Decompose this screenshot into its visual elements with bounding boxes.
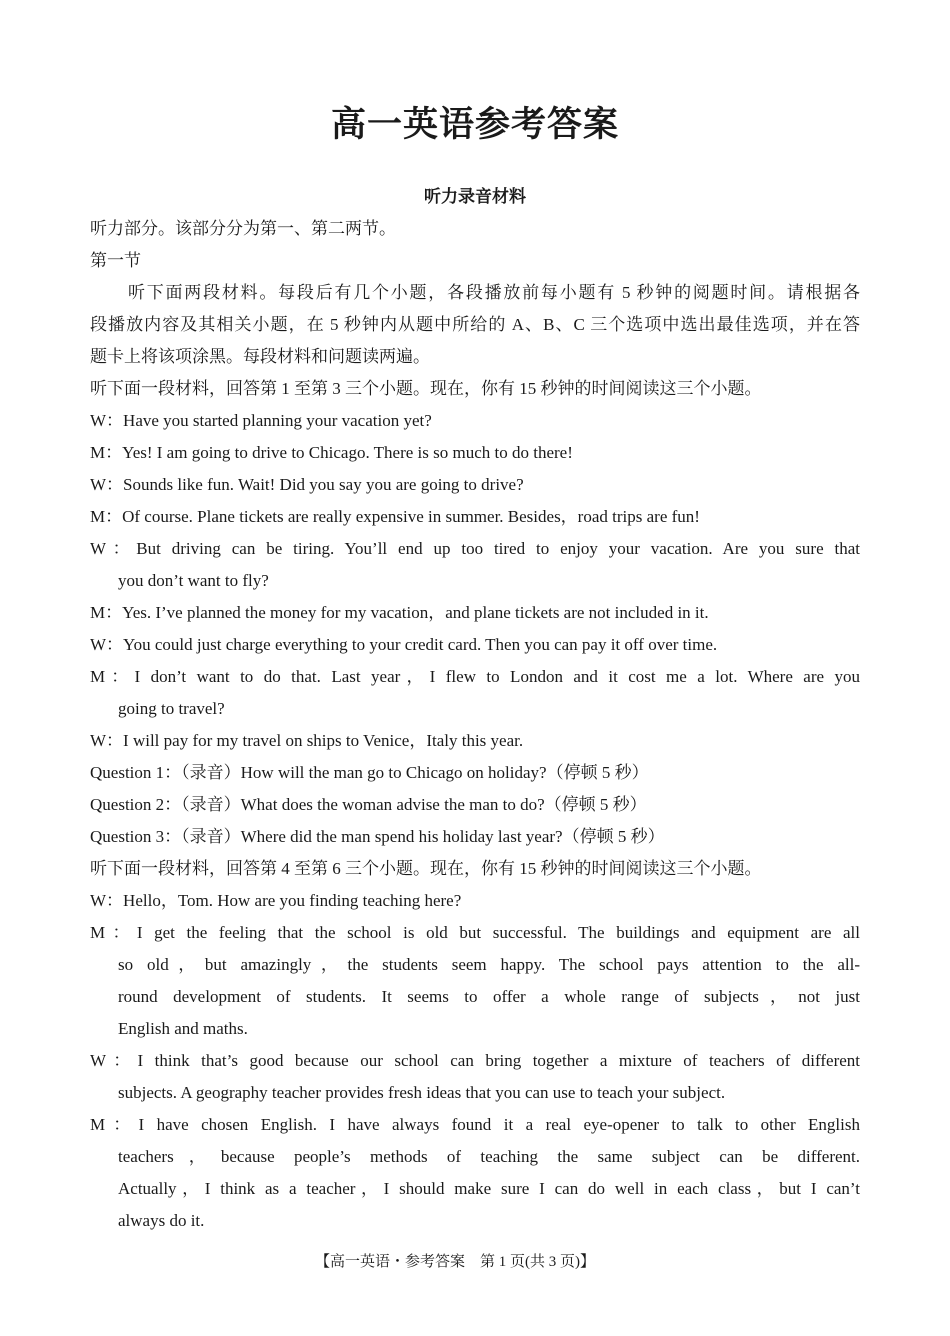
transcript-body — [90, 213, 860, 1237]
dialogue-line-continued: Actually，I think as a teacher，I should make sure I can do well in each class，but I can’t — [118, 1179, 860, 1198]
dialogue-line: M：I have chosen English. I have always found it a real eye-opener to talk to other English — [90, 1115, 860, 1134]
dialogue-line-continued: subjects. A geography teacher provides fresh ideas that you can use to teach your subject. — [118, 1083, 726, 1102]
dialogue-line: W：Sounds like fun. Wait! Did you say you are going to drive? — [90, 475, 524, 494]
section-heading: 听力录音材料 — [424, 187, 526, 206]
body-line: 听力部分。该部分分为第一、第二两节。 — [90, 219, 396, 238]
dialogue-line-continued: teachers，because people’s methods of teaching the same subject can be different. — [118, 1147, 860, 1166]
instruction-line: 听下面两段材料。每段后有几个小题，各段播放前每小题有 5 秒钟的阅题时间。请根据各 — [128, 283, 860, 302]
section-label: 第一节 — [90, 251, 141, 270]
instruction-line: 段播放内容及其相关小题，在 5 秒钟内从题中所给的 A、B、C 三个选项中选出最佳选项，并在答 — [90, 315, 860, 334]
dialogue-line-continued: round development of students. It seems to offer a whole range of subjects，not just — [118, 987, 860, 1006]
dialogue-line: M：Yes. I’ve planned the money for my vacation，and plane tickets are not included in it. — [90, 603, 709, 622]
dialogue-line-continued: you don’t want to fly? — [118, 571, 269, 590]
dialogue-line-continued: English and maths. — [118, 1019, 248, 1038]
dialogue-line: W：You could just charge everything to your credit card. Then you can pay it off over time. — [90, 635, 718, 654]
dialogue-line-continued: going to travel? — [118, 699, 225, 718]
page-title: 高一英语参考答案 — [330, 105, 619, 144]
page-footer: 【高一英语・参考答案 第 1 页(共 3 页)】 — [315, 1254, 595, 1270]
question-line: Question 2：（录音）What does the woman advise the man to do?（停顿 5 秒） — [90, 795, 647, 814]
dialogue-line: W：Have you started planning your vacation yet? — [90, 411, 432, 430]
dialogue-line: W：I think that’s good because our school can bring together a mixture of teachers of different — [90, 1051, 860, 1070]
dialogue-line-continued: so old，but amazingly，the students seem happy. The school pays attention to the all- — [118, 955, 860, 974]
question-line: Question 3：（录音）Where did the man spend his holiday last year?（停顿 5 秒） — [90, 827, 665, 846]
dialogue-line: W：Hello，Tom. How are you finding teaching here? — [90, 891, 462, 910]
question-line: Question 1：（录音）How will the man go to Chicago on holiday?（停顿 5 秒） — [90, 763, 649, 782]
instruction-line: 听下面一段材料，回答第 1 至第 3 三个小题。现在，你有 15 秒钟的时间阅读这三个小题。 — [90, 379, 762, 398]
dialogue-line: W：I will pay for my travel on ships to Venice，Italy this year. — [90, 731, 524, 750]
dialogue-line: M：Yes! I am going to drive to Chicago. There is so much to do there! — [90, 443, 573, 462]
dialogue-line: M：I get the feeling that the school is old but successful. The buildings and equipment are all — [90, 923, 860, 942]
dialogue-line: M：I don’t want to do that. Last year，I flew to London and it cost me a lot. Where are you — [90, 667, 860, 686]
dialogue-line: W：But driving can be tiring. You’ll end up too tired to enjoy your vacation. Are you sure that — [90, 539, 860, 558]
instruction-line: 听下面一段材料，回答第 4 至第 6 三个小题。现在，你有 15 秒钟的时间阅读这三个小题。 — [90, 859, 762, 878]
dialogue-line-continued: always do it. — [118, 1211, 205, 1230]
instruction-line: 题卡上将该项涂黑。每段材料和问题读两遍。 — [90, 347, 430, 366]
dialogue-line: M：Of course. Plane tickets are really expensive in summer. Besides，road trips are fun! — [90, 507, 700, 526]
